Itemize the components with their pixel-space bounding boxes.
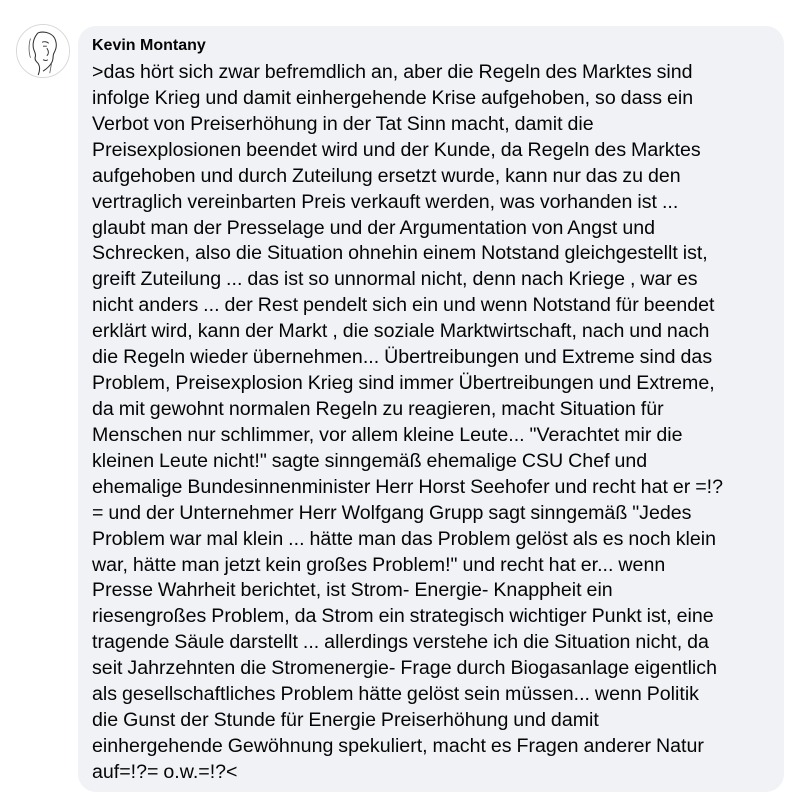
face-sketch-icon: [17, 25, 69, 77]
comment-text: >das hört sich zwar befremdlich an, aber die Regeln des Marktes sind infolge Krieg und damit einhergehende Krise aufgehoben, so dass ein Verbot von Preiserhöhung in der Tat Sinn macht, damit die Preisexplosionen beendet wird und der Kunde, da Regeln des Marktes aufgehoben und durch Zuteilung ersetzt wurde, kann nur das zu den vertraglich vereinbarten Preis verkauft werden, was vorhanden ist ... glaubt man der Presselage und der Argumentation von Angst und Schrecken, also die Situation ohnehin einem Notstand gleichgestellt ist, greift Zuteilung ... das ist so unnormal nicht, denn nach Kriege , war es nicht anders ... der Rest pendelt sich ein und wenn Notstand für beendet erklärt wird, kann der Markt , die soziale Marktwirtschaft, nach und nach die Regeln wieder übernehmen... Übertreibungen und Extreme sind das Problem, Preisexplosion Krieg sind immer Übertreibungen und Extreme, da mit gewohnt normalen Regeln zu reagieren, macht Situation für Menschen nur schlimmer, vor allem kleine Leute... "Verachtet mir die kleinen Leute nicht!" sagte sinngemäß ehemalige CSU Chef und ehemalige Bundesinnenminister Herr Horst Seehofer und recht hat er =!? = und der Unternehmer Herr Wolfgang Grupp sagt sinngemäß "Jedes Problem war mal klein ... hätte man das Problem gelöst als es noch klein war, hätte man jetzt kein großes Problem!" und recht hat er... wenn Presse Wahrheit berichtet, ist Strom- Energie- Knappheit ein riesengroßes Problem, da Strom ein strategisch wichtiger Punkt ist, eine tragende Säule darstellt ... allerdings verstehe ich die Situation nicht, da seit Jahrzehnten die Stromenergie- Frage durch Biogasanlage eigentlich als gesellschaftliches Problem hätte gelöst sein müssen... wenn Politik die Gunst der Stunde für Energie Preiserhöhung und damit einhergehende Gewöhnung spekuliert, macht es Fragen anderer Natur auf=!?= o.w.=!?<: [92, 61, 724, 783]
author-name[interactable]: Kevin Montany: [92, 37, 206, 54]
comment-bubble: [78, 26, 784, 792]
avatar[interactable]: [16, 24, 70, 78]
